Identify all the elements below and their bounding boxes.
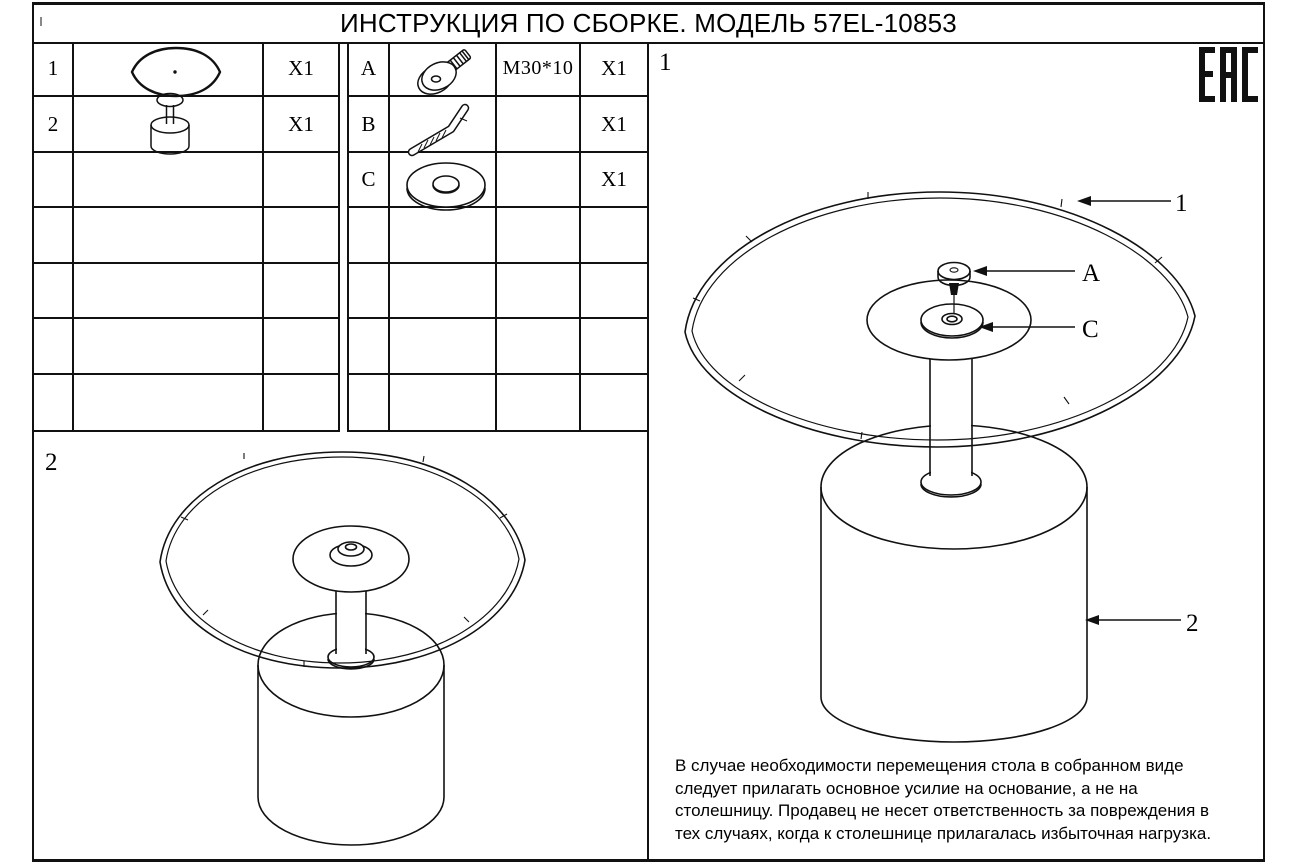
assembly-diagram-step2 <box>34 432 647 859</box>
step1-label: 1 <box>659 49 672 76</box>
parts-row1-qty: X1 <box>264 42 338 97</box>
parts-empty-cell <box>34 153 74 208</box>
arrow-left-icon <box>1085 615 1099 625</box>
hardware-empty-cell <box>390 264 497 319</box>
hardware-rowB-spec <box>497 97 581 152</box>
hardware-empty-cell <box>497 319 581 374</box>
assembly-diagram-step1 <box>651 42 1261 758</box>
callout-2-label: 2 <box>1186 610 1199 637</box>
eac-mark-icon <box>1199 46 1259 104</box>
arrow-left-icon <box>1077 196 1091 206</box>
parts-empty-cell <box>264 153 338 208</box>
step2-label: 2 <box>45 449 58 476</box>
arrow-left-icon <box>979 322 993 332</box>
parts-empty-cell <box>264 264 338 319</box>
hardware-empty-cell <box>349 319 390 374</box>
tabletop-shape <box>160 452 525 668</box>
parts-row2-qty: X1 <box>264 97 338 152</box>
callout-arrows <box>973 196 1181 625</box>
hardware-empty-cell <box>497 208 581 263</box>
hardware-empty-cell <box>390 208 497 263</box>
hardware-rowC-qty: X1 <box>581 153 647 208</box>
hardware-rowB-letter: B <box>349 97 390 152</box>
hardware-empty-cell <box>497 264 581 319</box>
parts-empty-cell <box>74 208 264 263</box>
parts-empty-cell <box>264 375 338 430</box>
parts-table <box>34 42 340 432</box>
parts-empty-cell <box>264 319 338 374</box>
parts-empty-cell <box>74 319 264 374</box>
hardware-rowA-qty: X1 <box>581 42 647 97</box>
parts-empty-cell <box>34 264 74 319</box>
parts-empty-cell <box>74 375 264 430</box>
callout-c-label: C <box>1082 316 1099 343</box>
parts-empty-cell <box>34 319 74 374</box>
hardware-empty-cell <box>349 208 390 263</box>
callout-1-label: 1 <box>1175 190 1188 217</box>
note-text <box>675 755 1235 845</box>
parts-empty-cell <box>264 208 338 263</box>
hardware-rowC-spec <box>497 153 581 208</box>
hardware-empty-cell <box>390 319 497 374</box>
parts-empty-cell <box>74 153 264 208</box>
mounting-plate <box>293 526 409 592</box>
note-line: тех случаях, когда к столешнице прилагалась избыточная нагрузка. <box>675 823 1212 843</box>
column-hole-rim <box>328 647 374 667</box>
hardware-empty-cell <box>497 375 581 430</box>
tabletop-shape <box>685 192 1195 447</box>
parts-row2-image-cell <box>74 97 264 152</box>
hardware-empty-cell <box>349 375 390 430</box>
parts-row2-number: 2 <box>34 97 74 152</box>
hardware-rowC-letter: C <box>349 153 390 208</box>
hardware-table <box>347 42 649 432</box>
washer-shape <box>921 304 983 338</box>
screw-shape <box>938 263 970 314</box>
title-bar <box>34 5 1263 44</box>
mounting-plate <box>867 280 1031 360</box>
note-line: В случае необходимости перемещения стола в собранном виде <box>675 756 1184 775</box>
hardware-empty-cell <box>390 375 497 430</box>
hardware-empty-cell <box>581 208 647 263</box>
arrow-left-icon <box>973 266 987 276</box>
callout-a-label: A <box>1082 260 1101 287</box>
hardware-rowB-image-cell <box>390 97 497 152</box>
assembled-screw-knob <box>330 542 372 566</box>
hardware-empty-cell <box>581 264 647 319</box>
parts-empty-cell <box>34 375 74 430</box>
note-line: столешницу. Продавец не несет ответственность за повреждения в <box>675 801 1210 820</box>
base-shape <box>258 613 444 845</box>
eac-letters <box>1199 47 1258 102</box>
hardware-empty-cell <box>349 264 390 319</box>
hardware-rowC-image-cell <box>390 153 497 208</box>
hardware-empty-cell <box>581 375 647 430</box>
hardware-empty-cell <box>581 319 647 374</box>
parts-row1-number: 1 <box>34 42 74 97</box>
sheet-border <box>32 2 1265 862</box>
hardware-rowA-image-cell <box>390 42 497 97</box>
parts-empty-cell <box>74 264 264 319</box>
parts-row1-image-cell <box>74 42 264 97</box>
page-title: ИНСТРУКЦИЯ ПО СБОРКЕ. МОДЕЛЬ 57EL-10853 <box>340 8 957 38</box>
base-shape <box>821 425 1087 742</box>
parts-empty-cell <box>34 208 74 263</box>
hardware-rowA-letter: A <box>349 42 390 97</box>
column-flange <box>921 469 981 495</box>
hardware-rowB-qty: X1 <box>581 97 647 152</box>
note-line: следует прилагать основное усилие на основание, а не на <box>675 778 1138 798</box>
panel-divider <box>647 432 649 859</box>
hardware-rowA-spec: M30*10 <box>497 42 581 97</box>
